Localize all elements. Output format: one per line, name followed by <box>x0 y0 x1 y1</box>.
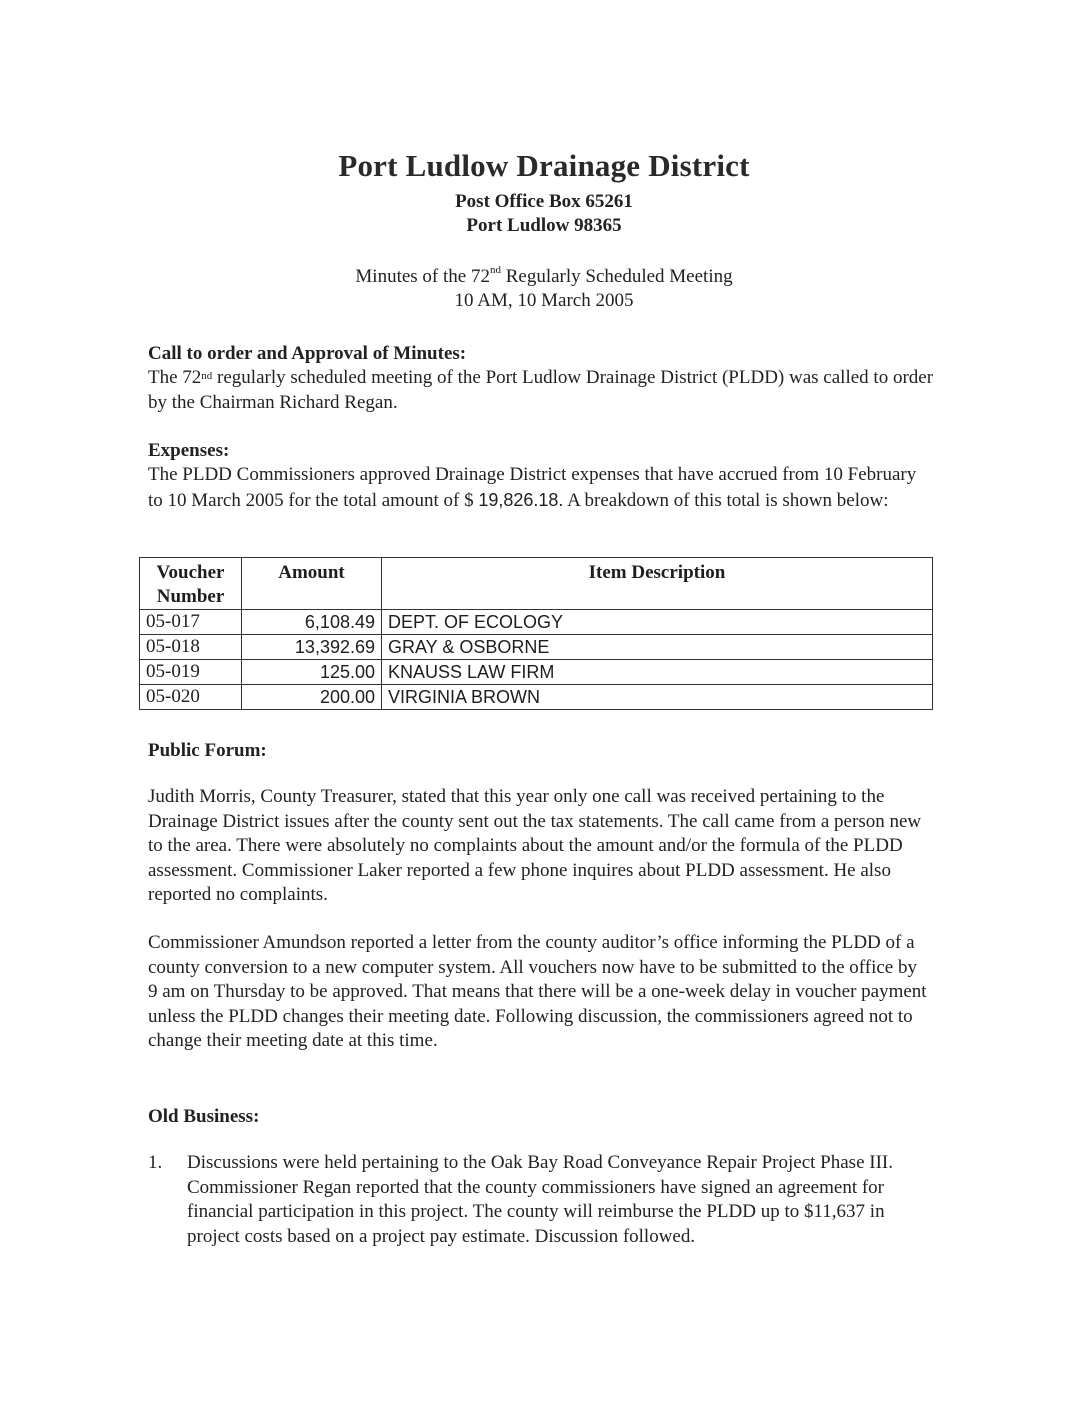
call-to-order-text <box>148 366 938 415</box>
old-business-heading: Old Business: <box>148 1106 260 1127</box>
header-amount: Amount <box>242 558 382 610</box>
amount: 13,392.69 <box>242 635 382 660</box>
item-description: DEPT. OF ECOLOGY <box>382 610 933 635</box>
minutes-prefix: Minutes of the 72 <box>355 266 490 287</box>
address-line-1: Post Office Box 65261 <box>455 191 633 212</box>
list-item-text: Discussions were held pertaining to the Oak Bay Road Conveyance Repair Project Phase III. Commissioner Regan reported that the county commissioners have signed an agreement for financial participation in this project. The county will reimburse the PLDD up to $11,637 in project costs based on a project pay estimate. Discussion followed. <box>187 1152 893 1247</box>
item-description: GRAY & OSBORNE <box>382 635 933 660</box>
header-item-description: Item Description <box>382 558 933 610</box>
org-name: Port Ludlow Drainage District <box>338 148 750 183</box>
expenses-total-amount: 19,826.18. <box>478 489 564 510</box>
item-description: KNAUSS LAW FIRM <box>382 660 933 685</box>
expenses-text-before: The PLDD Commissioners approved Drainage District expenses that have accrued from 10 February to 10 March 2005 for the total amount of $ <box>148 464 917 511</box>
minutes-title <box>0 266 1088 288</box>
voucher-number: 05-019 <box>140 660 242 685</box>
public-forum-paragraph-1: Judith Morris, County Treasurer, stated that this year only one call was received pertaining to the Drainage District issues after the county sent out the tax statements. The call came from a person new to the area. There were absolutely no complaints about the amount and/or the formula of the PLDD assessment. Commissioner Laker reported a few phone inquires about PLDD assessment. He also reported no complaints. <box>148 786 922 905</box>
amount: 125.00 <box>242 660 382 685</box>
table-row <box>140 660 933 685</box>
table-row <box>140 685 933 710</box>
expenses-text <box>148 463 928 513</box>
expenses-heading: Expenses: <box>148 440 230 461</box>
expenses-table <box>139 557 933 710</box>
call-to-order-suffix: regularly scheduled meeting of the Port Ludlow Drainage District (PLDD) was called to order by the Chairman Richard Regan. <box>148 367 934 413</box>
call-to-order-prefix: The 72 <box>148 367 202 388</box>
header-voucher-number: Voucher Number <box>140 558 242 610</box>
meeting-datetime: 10 AM, 10 March 2005 <box>454 290 634 311</box>
voucher-number: 05-017 <box>140 610 242 635</box>
public-forum-heading: Public Forum: <box>148 740 267 761</box>
table-row <box>140 635 933 660</box>
minutes-ordinal: nd <box>489 264 501 276</box>
expenses-text-after: A breakdown of this total is shown below: <box>563 489 889 511</box>
public-forum-paragraph-2: Commissioner Amundson reported a letter from the county auditor’s office informing the PLDD of a county conversion to a new computer system. All vouchers now have to be submitted to the office by 9 am on Thursday to be approved. That means that there will be a one-week delay in voucher payment unless the PLDD changes their meeting date. Following discussion, the commissioners agreed not to change their meeting date at this time. <box>148 932 927 1051</box>
voucher-number: 05-018 <box>140 635 242 660</box>
table-header-row <box>140 558 933 610</box>
amount: 6,108.49 <box>242 610 382 635</box>
document-title <box>0 148 1088 184</box>
amount: 200.00 <box>242 685 382 710</box>
minutes-suffix: Regularly Scheduled Meeting <box>500 266 733 287</box>
table-row <box>140 610 933 635</box>
voucher-number: 05-020 <box>140 685 242 710</box>
address-line-2: Port Ludlow 98365 <box>466 215 622 236</box>
list-number: 1. <box>148 1152 163 1173</box>
item-description: VIRGINIA BROWN <box>382 685 933 710</box>
old-business-item <box>148 1151 938 1249</box>
call-to-order-ordinal: nd <box>201 370 213 382</box>
call-to-order-heading: Call to order and Approval of Minutes: <box>148 343 467 364</box>
